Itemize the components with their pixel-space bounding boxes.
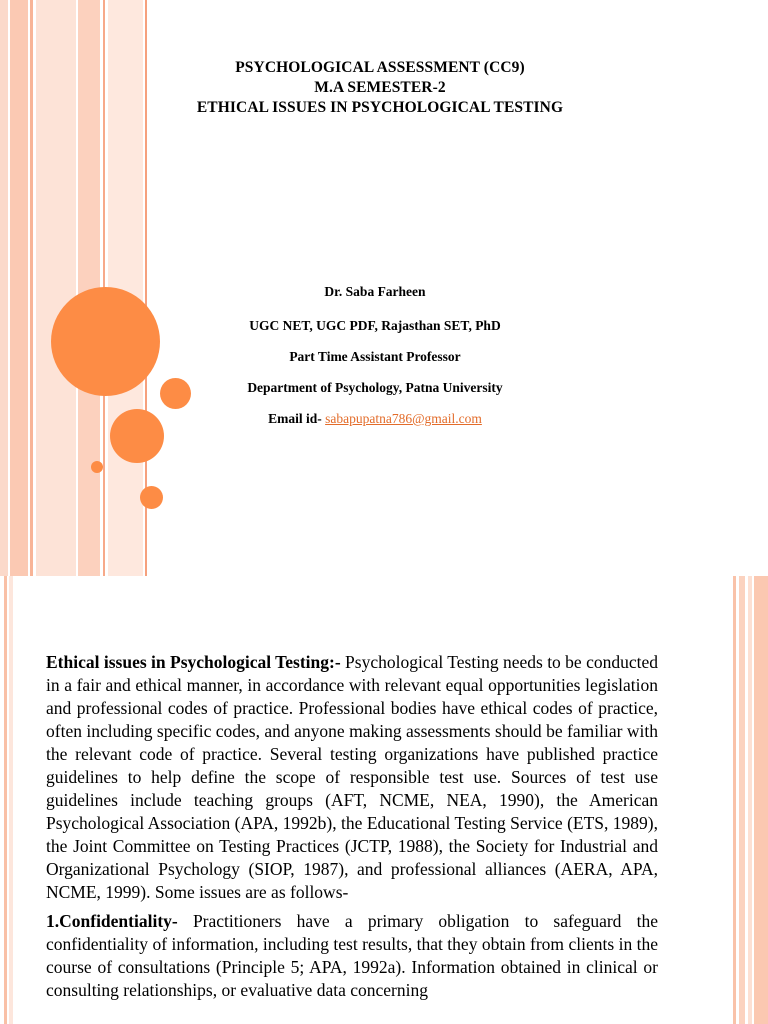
slide-title bbox=[150, 58, 610, 118]
position-title: Part Time Assistant Professor bbox=[289, 349, 461, 364]
email-label: Email id- bbox=[268, 411, 326, 426]
paragraph-text: Practitioners have a primary obligation to safeguard the confidentiality of information, including test results, that they obtain from clients in the course of consultations (Principle 5; APA, 1992a). Information obtained in clinical or consulting relationships, or evaluative data concerning bbox=[46, 911, 658, 1000]
paragraph-heading: Ethical issues in Psychological Testing:- bbox=[46, 652, 341, 672]
decor-stripe bbox=[748, 576, 752, 1024]
qualifications: UGC NET, UGC PDF, Rajasthan SET, PhD bbox=[249, 318, 501, 333]
decor-circle bbox=[91, 461, 103, 473]
paragraph bbox=[46, 910, 658, 1002]
department: Department of Psychology, Patna University bbox=[247, 380, 503, 395]
title-line: M.A SEMESTER-2 bbox=[314, 79, 446, 96]
decor-stripe bbox=[739, 576, 745, 1024]
decor-circle bbox=[140, 486, 163, 509]
body-text bbox=[46, 651, 658, 1008]
decor-stripe bbox=[733, 576, 736, 1024]
author-name: Dr. Saba Farheen bbox=[324, 284, 426, 299]
decor-stripe bbox=[4, 576, 7, 1024]
decor-stripe bbox=[9, 576, 13, 1024]
title-line: ETHICAL ISSUES IN PSYCHOLOGICAL TESTING bbox=[196, 99, 564, 116]
decor-stripe bbox=[0, 0, 8, 576]
email-link[interactable]: sabapupatna786@gmail.com bbox=[325, 411, 482, 426]
paragraph-text: Psychological Testing needs to be conducted in a fair and ethical manner, in accordance with relevant equal opportunities legislation and professional codes of practice. Professional bodies have ethical codes of practice, often including specific codes, and anyone making assessments should be familiar with the relevant code of practice. Several testing organizations have published practice guidelines to help define the scope of responsible test use. Sources of test use guidelines include teaching groups (AFT, NCME, NEA, 1990), the American Psychological Association (APA, 1992b), the Educational Testing Service (ETS, 1989), the Joint Committee on Testing Practices (JCTP, 1988), the Society for Industrial and Organizational Psychology (SIOP, 1987), and professional alliances (AERA, APA, NCME, 1999). Some issues are as follows- bbox=[46, 652, 659, 902]
decor-circle-large bbox=[51, 287, 160, 396]
email-line bbox=[150, 411, 600, 427]
decor-stripe bbox=[30, 0, 33, 576]
decor-stripe bbox=[36, 0, 76, 576]
content-slide bbox=[0, 576, 768, 1024]
title-line: PSYCHOLOGICAL ASSESSMENT (CC9) bbox=[235, 59, 525, 76]
paragraph-heading: 1.Confidentiality- bbox=[46, 911, 178, 931]
decor-stripe bbox=[10, 0, 28, 576]
paragraph bbox=[46, 651, 658, 904]
decor-stripe bbox=[754, 576, 768, 1024]
